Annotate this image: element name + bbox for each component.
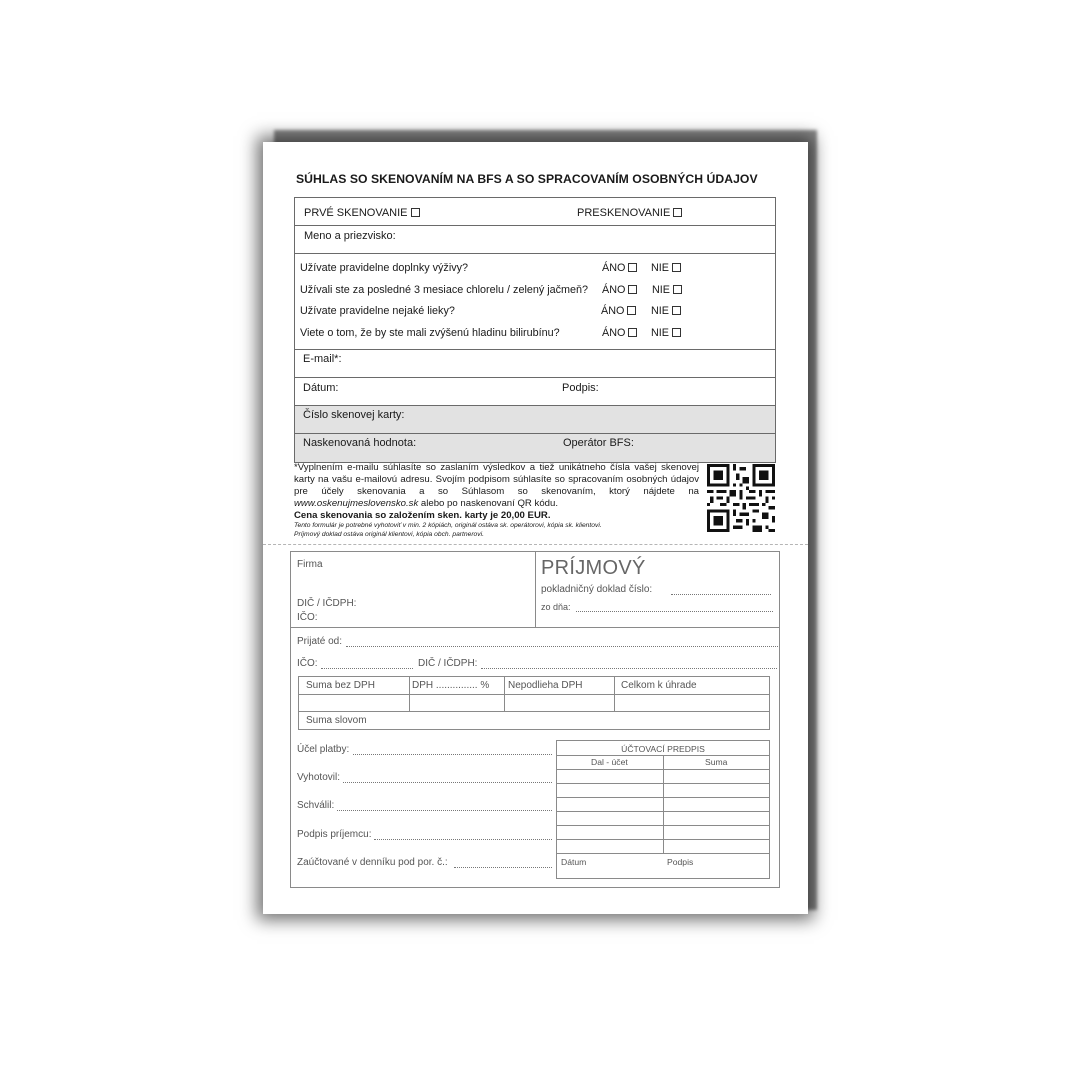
- dic-label: DIČ / IČDPH:: [297, 598, 357, 609]
- q3-yes-checkbox[interactable]: [627, 306, 636, 315]
- q1-yes-checkbox[interactable]: [628, 263, 637, 272]
- date-label: Dátum:: [303, 382, 339, 394]
- amount-table: [298, 676, 770, 730]
- consent-note: [294, 462, 699, 539]
- issued-by-label: Vyhotovil:: [297, 772, 340, 783]
- col-sum-no-vat: Suma bez DPH: [306, 680, 375, 691]
- note-small-1: Tento formulár je potrebné vyhotoviť v min. 2 kópiách, originál ostáva sk. operátorovi, kópia sk. klientovi.: [294, 522, 602, 529]
- email-label: E-mail*:: [303, 353, 342, 365]
- accounting-table: [556, 740, 770, 879]
- sum-words-label: Suma slovom: [306, 715, 367, 726]
- q2-no-checkbox[interactable]: [673, 285, 682, 294]
- scan-value-row: [295, 434, 775, 462]
- col-no-vat: Nepodlieha DPH: [508, 680, 583, 691]
- question-2: Užívali ste za posledné 3 mesiace chlorelu / zelený jačmeň?: [300, 284, 589, 296]
- acct-col1: Dal - účet: [591, 757, 628, 767]
- email-row[interactable]: [295, 350, 775, 378]
- first-scan-label: PRVÉ SKENOVANIE: [304, 207, 408, 219]
- approved-label: Schválil:: [297, 800, 335, 811]
- scan-type-row: [295, 198, 775, 226]
- income-receipt: [290, 551, 780, 888]
- question-3: Užívate pravidelne nejaké lieky?: [300, 305, 455, 317]
- q1-yes-label: ÁNO: [602, 262, 626, 274]
- q2-yes-label: ÁNO: [602, 284, 626, 296]
- receipt-title: PRÍJMOVÝ: [541, 557, 646, 579]
- note-main: *Vyplnením e-mailu súhlasíte so zaslaním výsledkov a tiež unikátneho čísla vašej skenovej karty na vašu e-mailovú adresu. Svojím podpisom súhlasíte so spracovaním osobných údajov pre účely skenovania a so Súhlasom so skenovaním, ktorý nájdete na: [294, 462, 699, 497]
- cut-line: [263, 544, 808, 545]
- ico2-label: IČO:: [297, 658, 318, 669]
- q4-yes-checkbox[interactable]: [628, 328, 637, 337]
- q2-no-label: NIE: [652, 284, 670, 296]
- card-number-row: [295, 406, 775, 434]
- dic2-label: DIČ / IČDPH:: [418, 658, 478, 669]
- ico-label: IČO:: [297, 612, 318, 623]
- from-date-label: zo dňa:: [541, 602, 571, 612]
- signature-label: Podpis:: [562, 382, 599, 394]
- rescan-label: PRESKENOVANIE: [577, 207, 671, 219]
- question-1: Užívate pravidelne doplnky výživy?: [300, 262, 469, 274]
- note-price: Cena skenovania so založením sken. karty je 20,00 EUR.: [294, 510, 551, 521]
- q1-no-checkbox[interactable]: [672, 263, 681, 272]
- operator-label: Operátor BFS:: [563, 437, 634, 449]
- note-after-site: alebo po naskenovaní QR kódu.: [420, 498, 558, 509]
- questions-block: [295, 254, 775, 350]
- consent-title: SÚHLAS SO SKENOVANÍM NA BFS A SO SPRACOVANÍM OSOBNÝCH ÚDAJOV: [296, 172, 758, 186]
- date-signature-row[interactable]: [295, 378, 775, 406]
- consent-form: [294, 197, 776, 463]
- firma-label: Firma: [297, 559, 323, 570]
- q2-yes-checkbox[interactable]: [628, 285, 637, 294]
- name-row[interactable]: [295, 226, 775, 254]
- note-small-2: Príjmový doklad ostáva originál klientovi, kópia obch. partnerovi.: [294, 530, 484, 538]
- acct-signature-label: Podpis: [667, 857, 694, 867]
- purpose-label: Účel platby:: [297, 744, 350, 755]
- rescan-checkbox[interactable]: [673, 208, 682, 217]
- acct-date-label: Dátum: [561, 857, 587, 867]
- form-sheet: [263, 142, 808, 914]
- scan-value-label: Naskenovaná hodnota:: [303, 437, 417, 449]
- question-4: Viete o tom, že by ste mali zvýšenú hladinu bilirubínu?: [300, 327, 560, 339]
- q3-no-label: NIE: [651, 305, 669, 317]
- acct-col2: Suma: [705, 757, 728, 767]
- q4-no-checkbox[interactable]: [672, 328, 681, 337]
- note-website-link[interactable]: www.oskenujmeslovensko.sk: [294, 498, 419, 509]
- card-number-label: Číslo skenovej karty:: [303, 409, 405, 421]
- name-label: Meno a priezvisko:: [304, 230, 396, 242]
- q1-no-label: NIE: [651, 262, 669, 274]
- q4-yes-label: ÁNO: [602, 327, 626, 339]
- q4-no-label: NIE: [651, 327, 669, 339]
- booked-label: Zaúčtované v denníku pod por. č.:: [297, 857, 448, 868]
- q3-no-checkbox[interactable]: [672, 306, 681, 315]
- doc-number-label: pokladničný doklad číslo:: [541, 584, 653, 595]
- received-from-label: Prijaté od:: [297, 636, 343, 647]
- q3-yes-label: ÁNO: [601, 305, 625, 317]
- acct-title: ÚČTOVACÍ PREDPIS: [621, 744, 705, 754]
- recipient-signature-label: Podpis príjemcu:: [297, 829, 372, 840]
- first-scan-checkbox[interactable]: [411, 208, 420, 217]
- col-vat: DPH ............... %: [412, 680, 490, 691]
- qr-code-icon[interactable]: [707, 464, 775, 532]
- col-total: Celkom k úhrade: [621, 680, 697, 691]
